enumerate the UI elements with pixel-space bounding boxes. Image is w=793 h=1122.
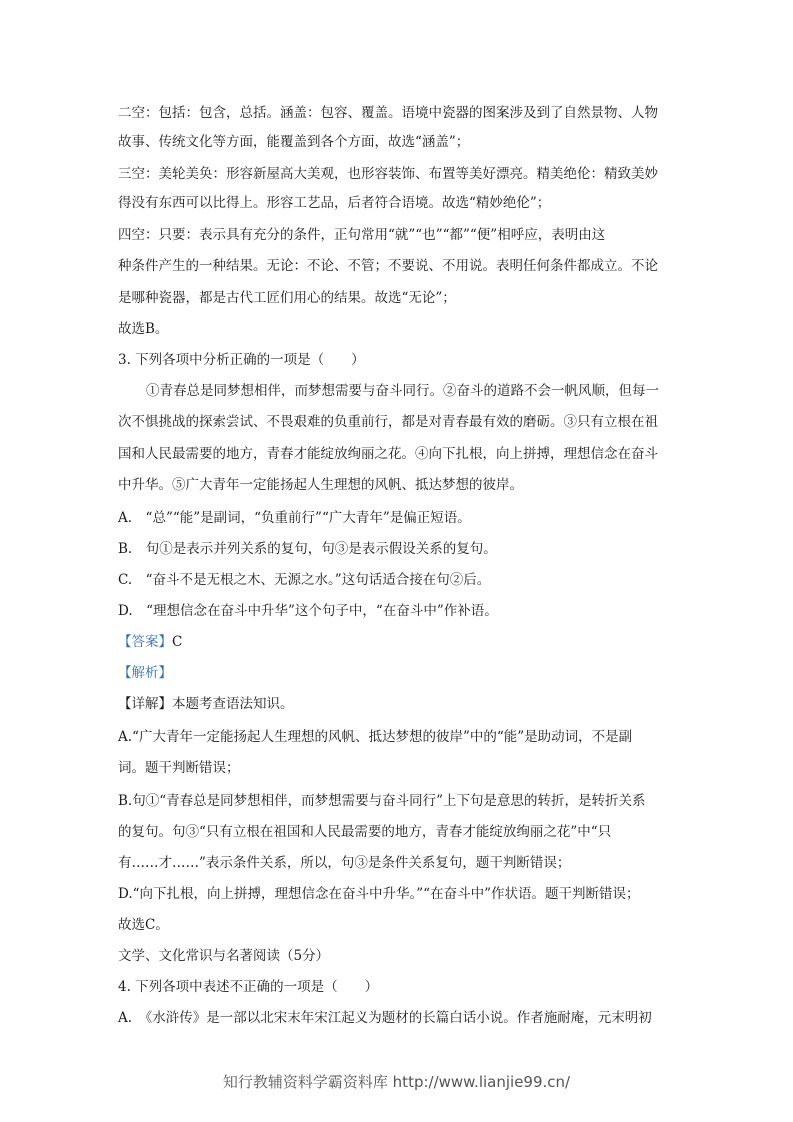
option-a: A. “总”“能”是副词，“负重前行”“广大青年”是偏正短语。 [118, 510, 471, 526]
option-b: B. 句①是表示并列关系的复句，句③是表示假设关系的复句。 [118, 541, 497, 557]
analysis-tag: 【解析】 [118, 665, 172, 681]
question-4-title: 4. 下列各项中表述不正确的一项是（ ） [118, 979, 379, 995]
passage-line: ①青春总是同梦想相伴，而梦想需要与奋斗同行。②奋斗的道路不会一帆风顺，但每一 [146, 383, 659, 399]
explanation-line: B.句①“青春总是同梦想相伴，而梦想需要与奋斗同行”上下句是意思的转折，是转折关系 [118, 793, 646, 809]
section-heading: 文学、文化常识与名著阅读（5分） [118, 948, 330, 964]
explanation-line: A.“广大青年一定能扬起人生理想的风帆、抵达梦想的彼岸”中的“能”是助动词，不是副 [118, 729, 633, 745]
explanation-line: 的复句。句③“只有立根在祖国和人民最需要的地方，青春才能绽放绚丽之花”中“只 [118, 824, 612, 840]
paragraph-line: 三空：美轮美奂：形容新屋高大美观，也形容装饰、布置等美好漂亮。精美绝伦：精致美妙 [118, 166, 658, 182]
option-a: A. 《水浒传》是一部以北宋末年宋江起义为题材的长篇白话小说。作者施耐庵，元末明初 [118, 1010, 652, 1026]
explanation-line: 有……才……”表示条件关系，所以，句③是条件关系复句，题干判断错误； [118, 855, 571, 871]
footer-watermark: 知行教辅资料学霸资料库 http://www.lianjie99.cn/ [222, 1073, 571, 1091]
conclusion-line: 故选C。 [118, 917, 169, 933]
passage-line: 国和人民最需要的地方，青春才能绽放绚丽之花。④向下扎根，向上拼搏，理想信念在奋斗 [118, 446, 658, 462]
question-3-title: 3. 下列各项中分析正确的一项是（ ） [118, 352, 365, 368]
paragraph-line: 种条件产生的一种结果。无论：不论、不管；不要说、不用说。表明任何条件都成立。不论 [118, 258, 658, 274]
paragraph-line: 故选B。 [118, 321, 169, 337]
explanation-line: D.“向下扎根，向上拼搏，理想信念在奋斗中升华。”“在奋斗中”作状语。题干判断错误； [118, 886, 640, 902]
answer-line [118, 632, 680, 652]
explanation-line: 词。题干判断错误； [118, 760, 240, 776]
paragraph-line: 是哪种瓷器，都是古代工匠们用心的结果。故选“无论”； [118, 290, 456, 306]
answer-value: C [172, 634, 183, 650]
detail-heading: 【详解】本题考查语法知识。 [118, 696, 294, 712]
paragraph-line: 二空：包括：包含，总括。涵盖：包容、覆盖。语境中瓷器的图案涉及到了自然景物、人物 [118, 105, 658, 121]
passage-line: 次不惧挑战的探索尝试、不畏艰难的负重前行，都是对青春最有效的磨砺。③只有立根在祖 [118, 414, 658, 430]
option-d: D. “理想信念在奋斗中升华”这个句子中，“在奋斗中”作补语。 [118, 603, 498, 619]
option-c: C. “奋斗不是无根之木、无源之水。”这句话适合接在句②后。 [118, 572, 491, 588]
answer-tag: 【答案】 [118, 634, 172, 650]
paragraph-line: 故事、传统文化等方面，能覆盖到各个方面，故选“涵盖”； [118, 134, 470, 150]
paragraph-line: 得没有东西可以比得上。形容工艺品，后者符合语境。故选“精妙绝伦”； [118, 195, 551, 211]
passage-line: 中升华。⑤广大青年一定能扬起人生理想的风帆、抵达梦想的彼岸。 [118, 477, 523, 493]
paragraph-line: 四空：只要：表示具有充分的条件，正句常用“就”“也”“都”“便”相呼应，表明由这 [118, 227, 606, 243]
